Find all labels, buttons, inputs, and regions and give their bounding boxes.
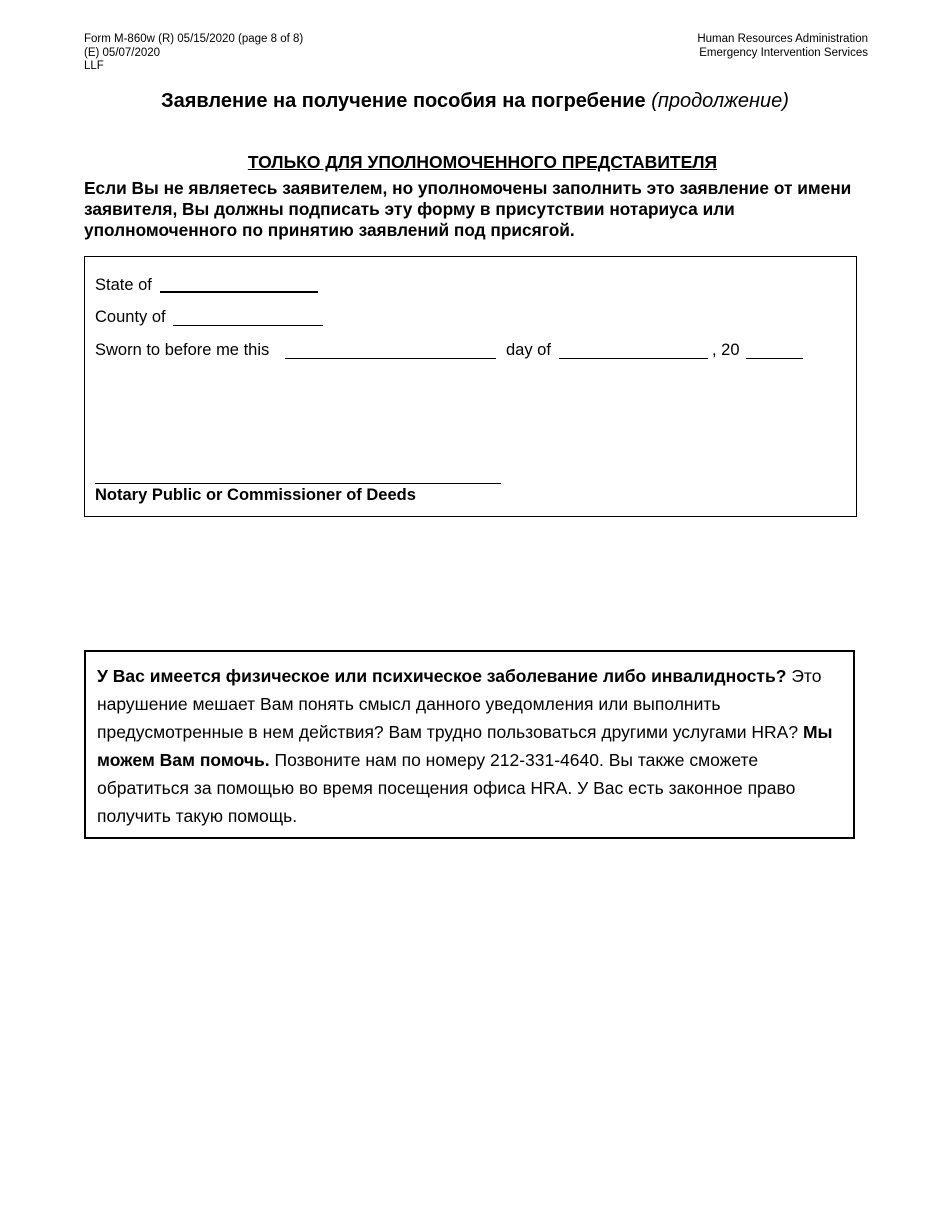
month-field[interactable]: [559, 358, 708, 359]
year-field[interactable]: [746, 358, 803, 359]
sworn-label: Sworn to before me this: [95, 341, 270, 359]
help-body-1: Это нарушение мешает Вам понять смысл данного уведомления или выполнить предусмотренные в нем действия? Вам трудно пользоваться другими услугами HRA?: [97, 666, 822, 742]
page-title: [0, 89, 950, 113]
state-field[interactable]: [160, 291, 318, 293]
agency-name: Human Resources Administration: [697, 33, 868, 45]
notary-section: [84, 256, 857, 517]
agency-division: Emergency Intervention Services: [699, 46, 868, 59]
form-header-right: [697, 33, 868, 60]
form-header-left: [84, 33, 303, 74]
county-field[interactable]: [173, 325, 323, 326]
page-title-continuation: (продолжение): [651, 90, 789, 112]
notary-signature-label: Notary Public or Commissioner of Deeds: [95, 486, 416, 504]
section-instructions: Если Вы не являетесь заявителем, но уполномочены заполнить это заявление от имени заявителя, Вы должны подписать эту форму в присутствии нотариуса или уполномоченного по принятию заявлений под присягой.: [84, 178, 852, 240]
disability-help-notice: [84, 650, 855, 839]
sworn-day-field[interactable]: [285, 358, 496, 359]
year-label: , 20: [712, 341, 740, 359]
page-title-main: Заявление на получение пособия на погребение: [161, 90, 646, 112]
county-label: County of: [95, 308, 166, 326]
state-label: State of: [95, 276, 152, 294]
help-offer: Мы можем Вам помочь.: [97, 722, 833, 770]
form-number: Form M-860w (R) 05/15/2020 (page 8 of 8): [84, 33, 304, 45]
help-body-2: Позвоните нам по номеру 212-331-4640. Вы также сможете обратиться за помощью во время посещения офиса HRA. У Вас есть законное право получить такую помощь.: [97, 750, 796, 826]
notary-signature-line[interactable]: [95, 483, 501, 484]
help-question: У Вас имеется физическое или психическое заболевание либо инвалидность?: [97, 666, 787, 686]
section-heading: ТОЛЬКО ДЛЯ УПОЛНОМОЧЕННОГО ПРЕДСТАВИТЕЛЯ: [247, 152, 718, 172]
form-language-code: LLF: [84, 60, 104, 72]
form-english-date: (E) 05/07/2020: [84, 46, 161, 59]
day-of-label: day of: [506, 341, 551, 359]
